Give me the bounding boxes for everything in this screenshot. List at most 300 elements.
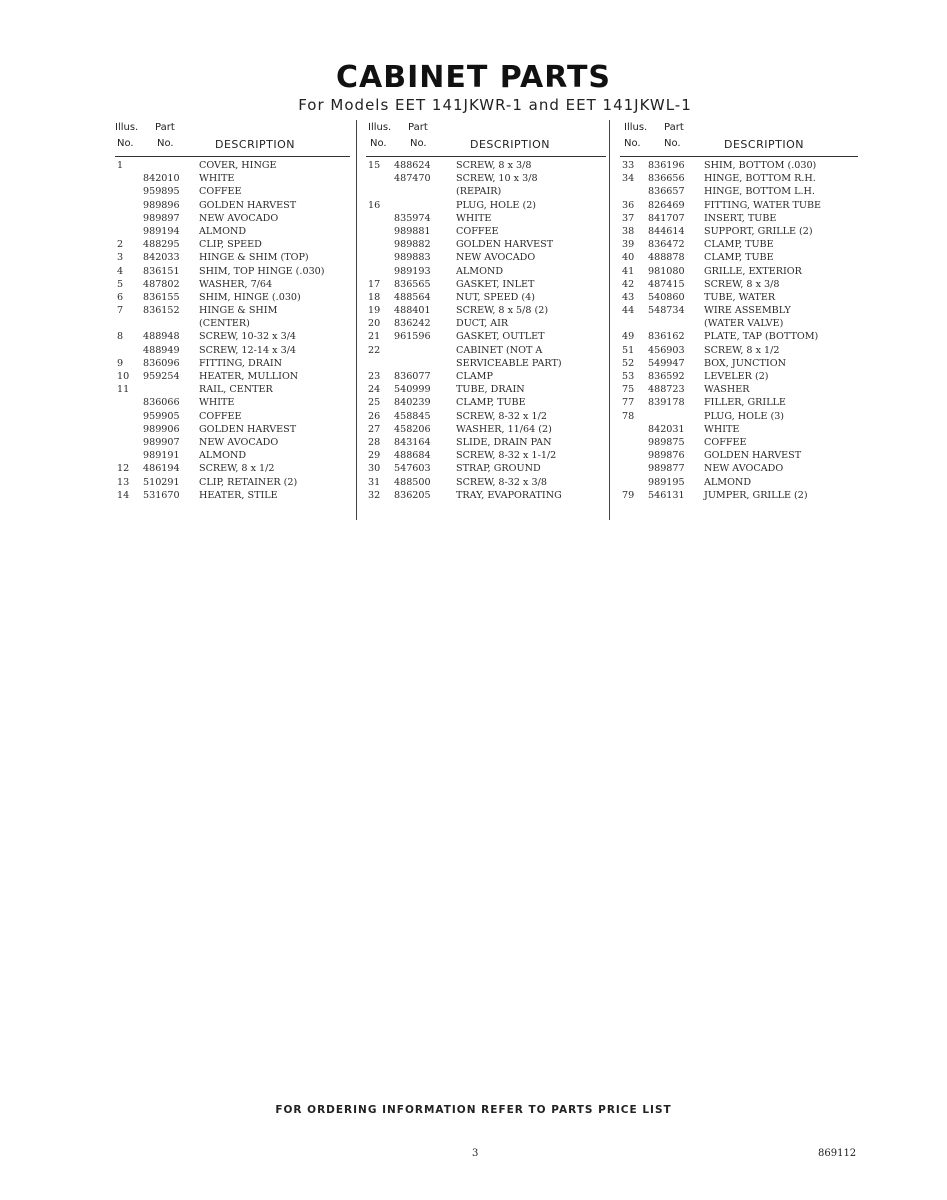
table-row — [115, 265, 350, 278]
part-number: 835974 — [394, 212, 431, 224]
part-description: COFFEE — [704, 436, 747, 448]
illus-number: 41 — [622, 265, 635, 277]
table-row — [620, 225, 860, 238]
part-description: WIRE ASSEMBLY — [704, 305, 791, 317]
part-number: 959905 — [143, 410, 180, 422]
illus-header: Illus. — [115, 122, 139, 133]
part-description: SHIM, TOP HINGE (.030) — [199, 265, 325, 277]
part-description: SCREW, 8-32 x 1-1/2 — [456, 450, 557, 462]
part-number: 836657 — [648, 186, 685, 198]
illus-number: 78 — [622, 410, 635, 422]
part-number: 456903 — [648, 344, 685, 356]
part-number: 836077 — [394, 371, 431, 382]
table-row — [366, 172, 606, 185]
part-description: WASHER, 11/64 (2) — [456, 423, 552, 435]
illus-number: 6 — [117, 291, 124, 303]
table-row — [115, 317, 350, 330]
column-divider — [609, 120, 610, 520]
table-row — [620, 344, 860, 357]
part-number: 843164 — [394, 436, 431, 448]
part-header: Part — [155, 122, 175, 133]
illus-number: 21 — [368, 331, 381, 343]
part-number: 989877 — [648, 463, 685, 475]
part-number: 836592 — [648, 371, 685, 382]
table-row — [366, 449, 606, 462]
part-number: 836196 — [648, 160, 685, 171]
page-title: CABINET PARTS — [335, 60, 612, 95]
table-row — [620, 251, 860, 264]
part-description: HINGE & SHIM — [199, 305, 278, 317]
part-description: COFFEE — [199, 186, 242, 198]
part-number: 989881 — [394, 225, 431, 237]
part-description: CLAMP, TUBE — [704, 239, 774, 251]
part-number: 836096 — [143, 357, 180, 369]
part-number: 488949 — [143, 344, 180, 356]
illus-number: 16 — [368, 199, 381, 211]
part-description: TRAY, EVAPORATING — [456, 489, 562, 501]
part-description: SHIM, BOTTOM (.030) — [704, 160, 817, 171]
part-description: FILLER, GRILLE — [704, 397, 786, 409]
table-row — [366, 489, 606, 502]
part-description: (CENTER) — [199, 318, 250, 330]
table-row — [115, 159, 350, 172]
header-rule — [115, 156, 350, 157]
part-number: 836242 — [394, 318, 431, 330]
part-description: CLAMP — [456, 371, 493, 382]
illus-number: 38 — [622, 225, 635, 237]
parts-column-2 — [366, 120, 606, 502]
part-description: FITTING, DRAIN — [199, 357, 283, 369]
table-row — [366, 344, 606, 357]
column-header — [366, 120, 606, 156]
illus-number: 33 — [622, 160, 635, 171]
part-number: 488295 — [143, 239, 180, 251]
illus-number: 10 — [117, 371, 130, 382]
part-number: 488564 — [394, 291, 431, 303]
part-description: SLIDE, DRAIN PAN — [456, 436, 552, 448]
table-row — [366, 317, 606, 330]
table-row — [366, 383, 606, 396]
part-number: 488500 — [394, 476, 431, 488]
part-description: COVER, HINGE — [199, 160, 277, 171]
illus-number: 14 — [117, 489, 130, 501]
part-description: FITTING, WATER TUBE — [704, 199, 822, 211]
part-number: 458206 — [394, 423, 431, 435]
part-description: CABINET (NOT A — [456, 344, 543, 356]
part-number: 836472 — [648, 239, 685, 251]
part-description: NUT, SPEED (4) — [456, 291, 535, 303]
table-row — [620, 370, 860, 383]
part-description: PLUG, HOLE (2) — [456, 199, 537, 211]
part-number: 540860 — [648, 291, 685, 303]
part-number: 488878 — [648, 252, 685, 264]
illus-number: 17 — [368, 278, 381, 290]
table-row — [115, 291, 350, 304]
table-row — [620, 304, 860, 317]
part-number: 546131 — [648, 489, 685, 501]
illus-number: 12 — [117, 463, 130, 475]
table-row — [115, 410, 350, 423]
part-number: 826469 — [648, 199, 685, 211]
illus-number: 5 — [117, 278, 124, 290]
part-description: WASHER — [704, 384, 750, 396]
part-number: 531670 — [143, 489, 180, 501]
illus-number: 27 — [368, 423, 381, 435]
part-description: WHITE — [456, 212, 492, 224]
illus-number: 9 — [117, 357, 124, 369]
part-description: WHITE — [199, 397, 235, 409]
part-number: 989897 — [143, 212, 180, 224]
illus-number: 4 — [117, 265, 124, 277]
table-row — [115, 344, 350, 357]
table-row — [366, 462, 606, 475]
parts-rows — [366, 159, 606, 502]
part-description: SCREW, 8-32 x 3/8 — [456, 476, 547, 488]
illus-number: 52 — [622, 357, 635, 369]
illus-number: 40 — [622, 252, 635, 264]
part-description: JUMPER, GRILLE (2) — [704, 489, 808, 501]
part-number: 486194 — [143, 463, 180, 475]
table-row — [366, 476, 606, 489]
illus-number: 29 — [368, 450, 381, 462]
illus-number: 44 — [622, 305, 635, 317]
illus-no-header: No. — [117, 138, 134, 149]
part-description: SHIM, HINGE (.030) — [199, 291, 301, 303]
illus-number: 49 — [622, 331, 635, 343]
part-description: NEW AVOCADO — [704, 463, 784, 475]
part-description: TUBE, DRAIN — [456, 384, 525, 396]
illus-number: 79 — [622, 489, 635, 501]
part-description: SCREW, 8 x 3/8 — [456, 160, 532, 171]
part-number: 487470 — [394, 173, 431, 185]
table-row — [620, 212, 860, 225]
part-header: Part — [664, 122, 684, 133]
illus-number: 11 — [117, 384, 130, 396]
table-row — [620, 449, 860, 462]
document-number: 869112 — [818, 1148, 857, 1159]
part-number: 488401 — [394, 305, 431, 317]
table-row — [366, 370, 606, 383]
part-description: HINGE, BOTTOM R.H. — [704, 173, 816, 185]
part-number: 842031 — [648, 423, 685, 435]
table-row — [620, 489, 860, 502]
part-description: TUBE, WATER — [704, 291, 776, 303]
table-row — [115, 423, 350, 436]
part-number: 548734 — [648, 305, 685, 317]
table-row — [366, 410, 606, 423]
part-description: SUPPORT, GRILLE (2) — [704, 225, 813, 237]
table-row — [115, 199, 350, 212]
part-number: 989906 — [143, 423, 180, 435]
table-row — [620, 317, 860, 330]
part-number: 959254 — [143, 371, 180, 382]
table-row — [366, 199, 606, 212]
part-no-header: No. — [410, 138, 427, 149]
part-description: STRAP, GROUND — [456, 463, 541, 475]
illus-number: 2 — [117, 239, 124, 251]
table-row — [115, 278, 350, 291]
illus-number: 30 — [368, 463, 381, 475]
table-row — [115, 462, 350, 475]
table-row — [620, 423, 860, 436]
table-row — [366, 291, 606, 304]
table-row — [366, 265, 606, 278]
table-row — [620, 357, 860, 370]
table-row — [366, 238, 606, 251]
part-description: PLUG, HOLE (3) — [704, 410, 785, 422]
illus-number: 31 — [368, 476, 381, 488]
table-row — [620, 291, 860, 304]
table-row — [115, 383, 350, 396]
table-row — [366, 330, 606, 343]
illus-number: 37 — [622, 212, 635, 224]
part-description: GOLDEN HARVEST — [199, 423, 297, 435]
part-description: CLIP, RETAINER (2) — [199, 476, 298, 488]
ordering-note: FOR ORDERING INFORMATION REFER TO PARTS PRICE LIST — [275, 1104, 672, 1116]
table-row — [366, 423, 606, 436]
part-description: ALMOND — [456, 265, 504, 277]
part-description: SCREW, 10 x 3/8 — [456, 173, 538, 185]
illus-number: 43 — [622, 291, 635, 303]
part-number: 989193 — [394, 265, 431, 277]
table-row — [620, 462, 860, 475]
table-row — [115, 357, 350, 370]
description-header: DESCRIPTION — [215, 138, 295, 151]
table-row — [620, 436, 860, 449]
table-row — [115, 370, 350, 383]
illus-number: 18 — [368, 291, 381, 303]
part-number: 989876 — [648, 450, 685, 462]
part-number: 836152 — [143, 305, 180, 317]
part-number: 989883 — [394, 252, 431, 264]
part-description: SCREW, 8 x 3/8 — [704, 278, 780, 290]
part-number: 488948 — [143, 331, 180, 343]
page-subtitle: For Models EET 141JKWR-1 and EET 141JKWL-1 — [298, 96, 692, 114]
table-row — [115, 330, 350, 343]
table-row — [366, 278, 606, 291]
part-description: HEATER, STILE — [199, 489, 278, 501]
part-description: GOLDEN HARVEST — [199, 199, 297, 211]
illus-number: 28 — [368, 436, 381, 448]
part-number: 981080 — [648, 265, 685, 277]
illus-number: 32 — [368, 489, 381, 501]
part-description: PLATE, TAP (BOTTOM) — [704, 331, 819, 343]
part-no-header: No. — [664, 138, 681, 149]
part-number: 959895 — [143, 186, 180, 198]
table-row — [366, 396, 606, 409]
part-number: 836162 — [648, 331, 685, 343]
table-row — [115, 212, 350, 225]
illus-number: 51 — [622, 344, 635, 356]
part-description: CLIP, SPEED — [199, 239, 262, 251]
table-row — [620, 172, 860, 185]
part-description: SCREW, 8 x 1/2 — [199, 463, 275, 475]
part-description: HEATER, MULLION — [199, 371, 299, 382]
illus-number: 26 — [368, 410, 381, 422]
illus-number: 25 — [368, 397, 381, 409]
table-row — [366, 225, 606, 238]
part-description: CLAMP, TUBE — [456, 397, 526, 409]
part-description: ALMOND — [199, 225, 247, 237]
illus-number: 1 — [117, 160, 124, 171]
part-description: CLAMP, TUBE — [704, 252, 774, 264]
table-row — [115, 238, 350, 251]
illus-no-header: No. — [370, 138, 387, 149]
part-number: 488684 — [394, 450, 431, 462]
illus-number: 13 — [117, 476, 130, 488]
table-row — [620, 396, 860, 409]
illus-number: 7 — [117, 305, 124, 317]
part-number: 487415 — [648, 278, 685, 290]
header-rule — [620, 156, 858, 157]
part-number: 989882 — [394, 239, 431, 251]
part-description: SCREW, 10-32 x 3/4 — [199, 331, 297, 343]
part-description: GASKET, OUTLET — [456, 331, 545, 343]
table-row — [620, 410, 860, 423]
part-description: COFFEE — [456, 225, 499, 237]
illus-number: 15 — [368, 160, 381, 171]
illus-number: 34 — [622, 173, 635, 185]
page-number: 3 — [472, 1148, 479, 1159]
part-number: 540999 — [394, 384, 431, 396]
illus-no-header: No. — [624, 138, 641, 149]
table-row — [115, 396, 350, 409]
part-description: NEW AVOCADO — [456, 252, 536, 264]
illus-number: 22 — [368, 344, 381, 356]
parts-rows — [115, 159, 350, 502]
part-number: 836565 — [394, 278, 431, 290]
part-number: 836155 — [143, 291, 180, 303]
table-row — [115, 304, 350, 317]
table-row — [115, 476, 350, 489]
table-row — [115, 172, 350, 185]
part-number: 989191 — [143, 450, 180, 462]
part-number: 842033 — [143, 252, 180, 264]
table-row — [620, 278, 860, 291]
part-description: INSERT, TUBE — [704, 212, 777, 224]
part-description: HINGE, BOTTOM L.H. — [704, 186, 815, 198]
illus-header: Illus. — [368, 122, 392, 133]
table-row — [366, 212, 606, 225]
part-number: 989907 — [143, 436, 180, 448]
part-description: SCREW, 8 x 1/2 — [704, 344, 780, 356]
illus-number: 8 — [117, 331, 124, 343]
table-row — [366, 304, 606, 317]
part-description: LEVELER (2) — [704, 371, 769, 382]
illus-number: 24 — [368, 384, 381, 396]
illus-number: 20 — [368, 318, 381, 330]
table-row — [115, 251, 350, 264]
part-description: WHITE — [704, 423, 740, 435]
part-number: 549947 — [648, 357, 685, 369]
parts-column-1 — [115, 120, 350, 502]
part-number: 488624 — [394, 160, 431, 171]
part-number: 839178 — [648, 397, 685, 409]
parts-column-3 — [620, 120, 860, 502]
table-row — [366, 159, 606, 172]
table-row — [366, 185, 606, 198]
table-row — [620, 159, 860, 172]
table-row — [620, 185, 860, 198]
illus-number: 23 — [368, 371, 381, 382]
part-number: 510291 — [143, 476, 180, 488]
part-description: (WATER VALVE) — [704, 318, 784, 330]
table-row — [366, 357, 606, 370]
table-row — [620, 383, 860, 396]
header-rule — [366, 156, 606, 157]
table-row — [366, 436, 606, 449]
part-number: 836066 — [143, 397, 180, 409]
table-row — [620, 476, 860, 489]
part-description: WHITE — [199, 173, 235, 185]
part-description: SCREW, 8-32 x 1/2 — [456, 410, 547, 422]
table-row — [620, 199, 860, 212]
part-number: 842010 — [143, 173, 180, 185]
part-number: 989194 — [143, 225, 180, 237]
illus-number: 39 — [622, 239, 635, 251]
illus-number: 53 — [622, 371, 635, 382]
table-row — [620, 265, 860, 278]
illus-number: 19 — [368, 305, 381, 317]
table-row — [115, 185, 350, 198]
parts-rows — [620, 159, 860, 502]
part-number: 840239 — [394, 397, 431, 409]
part-description: SCREW, 8 x 5/8 (2) — [456, 305, 549, 317]
part-description: COFFEE — [199, 410, 242, 422]
part-number: 458845 — [394, 410, 431, 422]
part-number: 961596 — [394, 331, 431, 343]
part-description: GASKET, INLET — [456, 278, 535, 290]
part-number: 547603 — [394, 463, 431, 475]
part-description: RAIL, CENTER — [199, 384, 273, 396]
part-number: 836656 — [648, 173, 685, 185]
part-number: 487802 — [143, 278, 180, 290]
part-number: 844614 — [648, 225, 685, 237]
part-description: ALMOND — [199, 450, 247, 462]
description-header: DESCRIPTION — [470, 138, 550, 151]
part-description: BOX, JUNCTION — [704, 357, 786, 369]
table-row — [620, 330, 860, 343]
part-description: GRILLE, EXTERIOR — [704, 265, 802, 277]
illus-number: 42 — [622, 278, 635, 290]
part-description: GOLDEN HARVEST — [704, 450, 802, 462]
table-row — [620, 238, 860, 251]
table-row — [115, 449, 350, 462]
column-header — [620, 120, 860, 156]
part-number: 989896 — [143, 199, 180, 211]
table-row — [366, 251, 606, 264]
part-description: (REPAIR) — [456, 186, 502, 198]
table-row — [115, 436, 350, 449]
part-description: GOLDEN HARVEST — [456, 239, 554, 251]
part-number: 488723 — [648, 384, 685, 396]
part-number: 836205 — [394, 489, 431, 501]
part-number: 841707 — [648, 212, 685, 224]
column-header — [115, 120, 350, 156]
part-number: 989195 — [648, 476, 685, 488]
part-description: WASHER, 7/64 — [199, 278, 273, 290]
part-description: NEW AVOCADO — [199, 436, 279, 448]
part-number: 836151 — [143, 265, 180, 277]
illus-header: Illus. — [624, 122, 648, 133]
part-description: NEW AVOCADO — [199, 212, 279, 224]
part-description: SCREW, 12-14 x 3/4 — [199, 344, 297, 356]
part-description: SERVICEABLE PART) — [456, 357, 562, 369]
illus-number: 36 — [622, 199, 635, 211]
part-number: 989875 — [648, 436, 685, 448]
part-description: ALMOND — [704, 476, 752, 488]
table-row — [115, 489, 350, 502]
